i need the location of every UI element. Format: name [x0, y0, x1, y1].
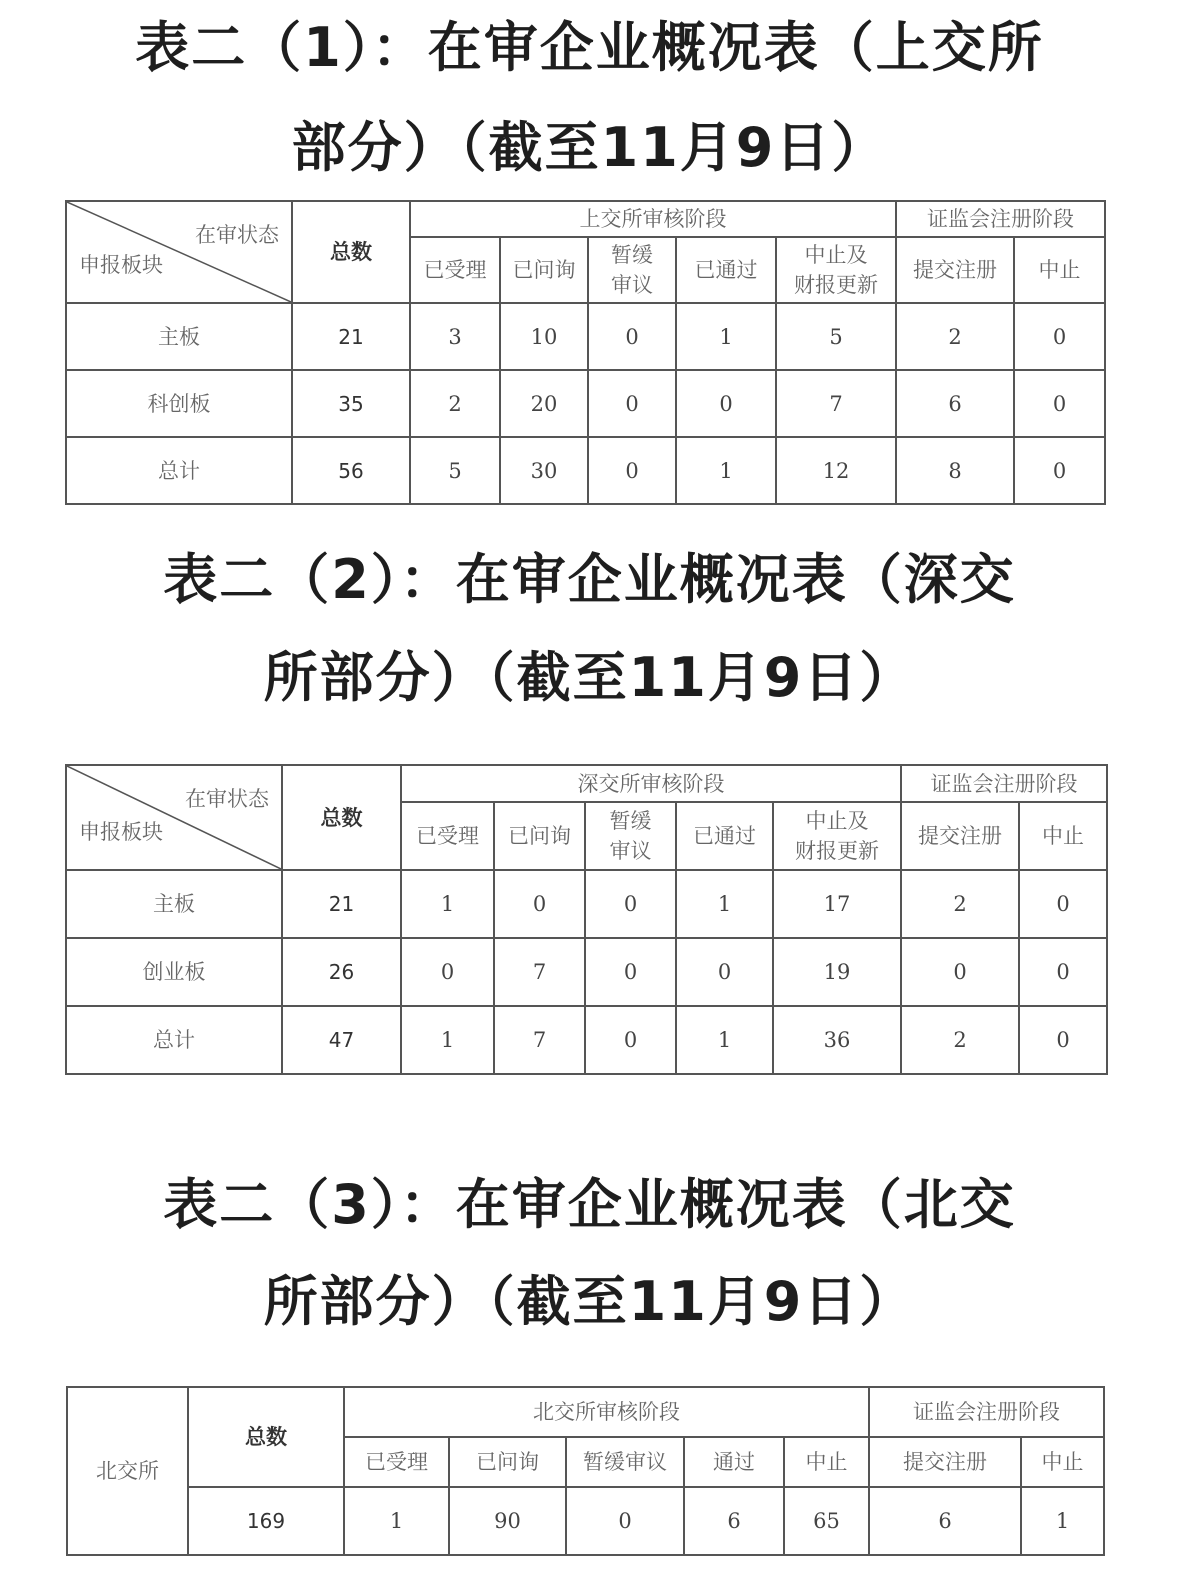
row-label: 北交所: [67, 1387, 188, 1555]
table-row: [66, 370, 1105, 437]
cell: 30: [500, 437, 588, 504]
cell: 2: [896, 303, 1014, 370]
cell: 1: [676, 303, 776, 370]
col-header: 通过: [684, 1437, 784, 1487]
row-label: 总计: [66, 1006, 282, 1074]
diag-bottom-label: 申报板块: [79, 253, 163, 277]
cell: 1: [676, 437, 776, 504]
row-total: 21: [282, 870, 401, 938]
cell: 0: [901, 938, 1019, 1006]
cell: 1: [676, 870, 773, 938]
diagonal-header-cell: [66, 765, 282, 870]
row-label: 科创板: [66, 370, 292, 437]
table-row: [66, 303, 1105, 370]
col-header: 中止: [1019, 802, 1107, 870]
table2: [65, 764, 1108, 1075]
cell: 5: [776, 303, 896, 370]
col-header: 已通过: [676, 802, 773, 870]
cell: 17: [773, 870, 901, 938]
col-header: 已受理: [401, 802, 494, 870]
stage2-header: 证监会注册阶段: [896, 201, 1105, 237]
cell: 8: [896, 437, 1014, 504]
cell: 0: [676, 370, 776, 437]
col-header: 已通过: [676, 237, 776, 303]
cell: 0: [585, 938, 676, 1006]
cell: 0: [566, 1487, 684, 1555]
cell: 1: [344, 1487, 449, 1555]
col-header: 提交注册: [901, 802, 1019, 870]
col-header: 中止及 财报更新: [773, 802, 901, 870]
cell: 19: [773, 938, 901, 1006]
row-total: 169: [188, 1487, 344, 1555]
cell: 0: [585, 870, 676, 938]
cell: 0: [588, 437, 676, 504]
cell: 6: [684, 1487, 784, 1555]
stage2-header: 证监会注册阶段: [869, 1387, 1104, 1437]
cell: 10: [500, 303, 588, 370]
cell: 1: [676, 1006, 773, 1074]
cell: 0: [1014, 370, 1105, 437]
col-header: 提交注册: [869, 1437, 1021, 1487]
cell: 0: [588, 370, 676, 437]
total-header: 总数: [188, 1387, 344, 1487]
row-label: 创业板: [66, 938, 282, 1006]
col-header: 中止: [1014, 237, 1105, 303]
cell: 0: [1014, 437, 1105, 504]
col-header: 已问询: [500, 237, 588, 303]
cell: 6: [896, 370, 1014, 437]
cell: 7: [494, 938, 585, 1006]
cell: 6: [869, 1487, 1021, 1555]
cell: 7: [494, 1006, 585, 1074]
cell: 0: [494, 870, 585, 938]
stage2-header: 证监会注册阶段: [901, 765, 1107, 802]
table-row: [67, 1487, 1104, 1555]
cell: 0: [588, 303, 676, 370]
cell: 0: [1019, 870, 1107, 938]
col-header: 提交注册: [896, 237, 1014, 303]
total-header: 总数: [292, 201, 410, 303]
diag-bottom-label: 申报板块: [79, 820, 163, 844]
stage1-header: 上交所审核阶段: [410, 201, 896, 237]
col-header: 已受理: [344, 1437, 449, 1487]
cell: 20: [500, 370, 588, 437]
cell: 2: [901, 870, 1019, 938]
cell: 0: [585, 1006, 676, 1074]
table-row: [66, 938, 1107, 1006]
col-header: 暂缓审议: [566, 1437, 684, 1487]
cell: 7: [776, 370, 896, 437]
table1: [65, 200, 1106, 505]
row-total: 21: [292, 303, 410, 370]
cell: 0: [676, 938, 773, 1006]
table3: [66, 1386, 1105, 1556]
table-row: [66, 1006, 1107, 1074]
row-label: 总计: [66, 437, 292, 504]
title1-line1: 表二（1）：在审企业概况表（上交所: [135, 16, 1044, 79]
row-total: 26: [282, 938, 401, 1006]
col-header: 已问询: [449, 1437, 566, 1487]
row-total: 47: [282, 1006, 401, 1074]
col-header: 暂缓 审议: [588, 237, 676, 303]
cell: 0: [401, 938, 494, 1006]
cell: 5: [410, 437, 500, 504]
cell: 3: [410, 303, 500, 370]
cell: 0: [1014, 303, 1105, 370]
diag-top-label: 在审状态: [195, 223, 279, 247]
row-label: 主板: [66, 870, 282, 938]
title2-line1: 表二（2）：在审企业概况表（深交: [163, 548, 1016, 611]
title3-line2: 所部分）（截至11月9日）: [263, 1270, 916, 1333]
cell: 2: [410, 370, 500, 437]
col-header: 中止及 财报更新: [776, 237, 896, 303]
diagonal-header-cell: [66, 201, 292, 303]
row-total: 56: [292, 437, 410, 504]
col-header: 中止: [784, 1437, 869, 1487]
total-header: 总数: [282, 765, 401, 870]
cell: 90: [449, 1487, 566, 1555]
cell: 36: [773, 1006, 901, 1074]
cell: 1: [401, 1006, 494, 1074]
stage1-header: 深交所审核阶段: [401, 765, 901, 802]
col-header: 已受理: [410, 237, 500, 303]
cell: 65: [784, 1487, 869, 1555]
cell: 1: [401, 870, 494, 938]
title1-line2: 部分）（截至11月9日）: [291, 116, 888, 179]
cell: 0: [1019, 1006, 1107, 1074]
stage1-header: 北交所审核阶段: [344, 1387, 869, 1437]
cell: 12: [776, 437, 896, 504]
col-header: 中止: [1021, 1437, 1104, 1487]
cell: 2: [901, 1006, 1019, 1074]
title3-line1: 表二（3）：在审企业概况表（北交: [163, 1173, 1016, 1236]
cell: 0: [1019, 938, 1107, 1006]
table-row: [66, 870, 1107, 938]
row-label: 主板: [66, 303, 292, 370]
col-header: 已问询: [494, 802, 585, 870]
table-row: [66, 437, 1105, 504]
row-total: 35: [292, 370, 410, 437]
col-header: 暂缓 审议: [585, 802, 676, 870]
title2-line2: 所部分）（截至11月9日）: [263, 646, 916, 709]
cell: 1: [1021, 1487, 1104, 1555]
diag-top-label: 在审状态: [185, 787, 269, 811]
